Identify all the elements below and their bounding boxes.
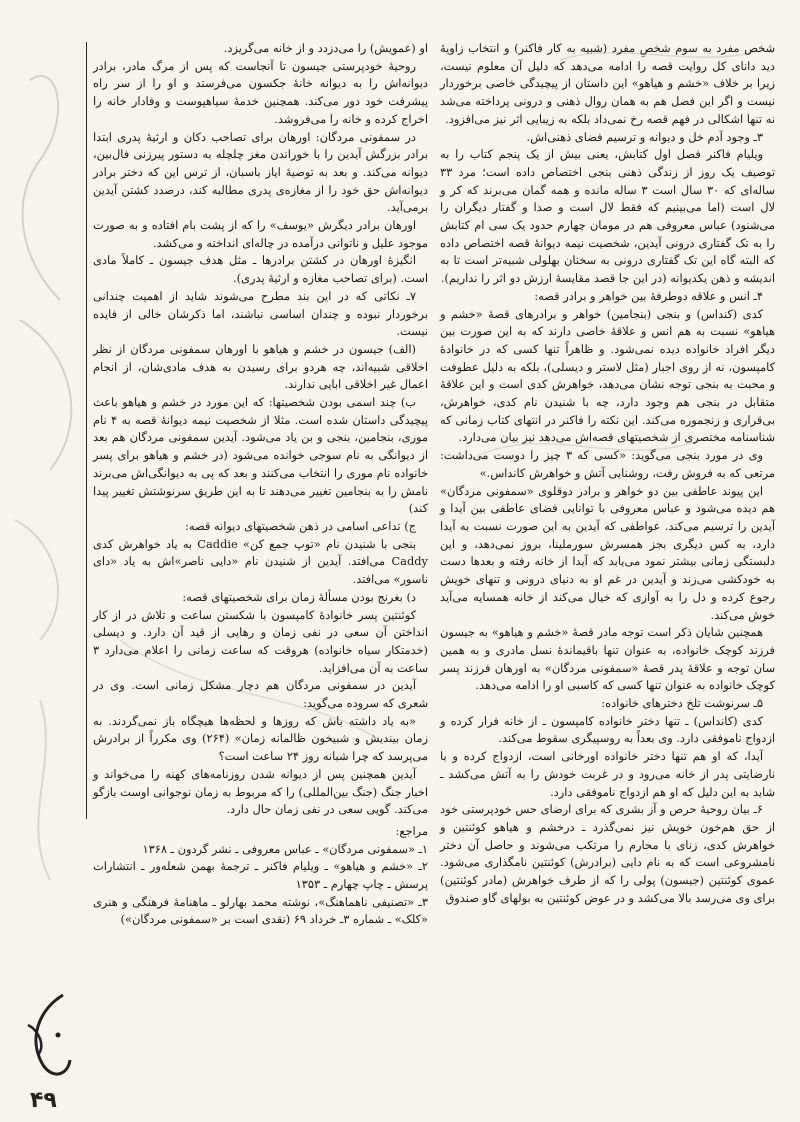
right-column-paragraph: این پیوند عاطفی بین دو خواهر و برادر دوقلوی «سمفونی مردگان» هم دیده می‌شود و عباس معروفی با توانایی فضای عاطفی بین آیدا و آیدین را ترسیم می‌کند. عواطفی که آیدین به این صورت نسبت به آیدا دارد، به کس دیگری بجز همسرش سورملینا، بروز نمی‌دهد، و این دلبستگی زمانی بیشتر نمود می‌یابد که آیدا از خانه رفته و بعدها دست به خودکشی می‌زند و آیدین در غم او به دنیای درونی و تنهای خویش رجوع کرده و دل را به آوازی که خیال می‌کند از خانه همسایه می‌آید خوش می‌کند. bbox=[440, 483, 775, 622]
right-text-column bbox=[440, 40, 775, 907]
left-column-paragraph: آیدین همچنین پس از دیوانه شدن روزنامه‌های کهنه را می‌خواند و اخبار جنگ (جنگ بین‌المللی) را که مربوط به زمان نوجوانی اوست بازگو می‌کند. گویی سعی در نفی زمان حال دارد. bbox=[93, 766, 428, 817]
reference-item: ۳ـ «تصنیفی ناهماهنگ»، نوشته محمد بهارلو ـ ماهنامهٔ فرهنگی و هنری «کلک» ـ شماره ۳ـ خرداد ۶۹ (نقدی است بر «سمفونی مردگان») bbox=[93, 894, 428, 927]
magazine-logo bbox=[8, 985, 88, 1085]
left-column-paragraph: آیدین در سمفونی مردگان هم دچار مشکل زمانی است. وی در شعری که سروده می‌گوید: bbox=[93, 678, 428, 711]
left-column-paragraph: کوئنتین پسر خانوادهٔ کامپسون با شکستن ساعت و تلاش در از کار انداختن آن سعی در نفی زمان و رهایی از قید آن دارد. و دیسلی (خدمتکار سیاه خانواده) هروقت که ساعت زمانی را اعلام می‌دارد ۳ ساعت به آن می‌افزاید. bbox=[93, 607, 428, 675]
column-divider bbox=[86, 42, 87, 819]
right-column-paragraph: همچنین شایان ذکر است توجه مادر قصهٔ «خشم و هیاهو» به جیسون فرزند کوچک خانواده، به عنوان تنها باقیماندهٔ نسل مادری و به همین سان توجه و علاقهٔ پدر قصهٔ «سمفونی مردگان» به اورهان فرزند پسر کوچک خانواده به عنوان تنها کسی که کاسبی او را ادامه می‌دهد. bbox=[440, 625, 775, 693]
left-column-paragraph: «به یاد داشته باش که روزها و لحظه‌ها هیچگاه باز نمی‌گردند. به زمان بیندیش و شبیخون ظالمانه زمان» (۲۶۴) وی مکرراً از برادرش می‌پرسد که چرا شبانه روز ۲۴ ساعت است؟ bbox=[93, 713, 429, 764]
page-number: ۴۹ bbox=[30, 1088, 57, 1113]
right-column-paragraph: کدی (کانداس) ـ تنها دختر خانواده کامپسون ـ از خانه فرار کرده و ازدواج ناموفقی دارد. وی بعداً به روسپیگری سقوط می‌کند. bbox=[440, 713, 775, 746]
left-column-paragraph: ب) چند اسمی بودن شخصیتها: که این مورد در خشم و هیاهو باعث پیچیدگی داستان شده است. مثلا از شخصیت نیمه دیوانهٔ قصه به ۴ نام موری، بنجامین، بنجی و بن یاد می‌شود. آیدین سمفونی مردگان هم بعد از دیوانگی به نام سوجی خوانده می‌شود (در خشم و هیاهو برای پسر خانواده نام موری را انتخاب می‌کنند و بعد که پی به دیوانگی‌اش می‌برند نامش را به بنجامین تغییر می‌دهند تا به این طریق سرنوشتش تغییر پیدا کند) bbox=[93, 395, 428, 516]
reference-item: ۱ـ «سمفونی مردگان» ـ عباس معروفی ـ نشر گردون ـ ۱۳۶۸ bbox=[142, 841, 428, 856]
right-column-paragraph: کدی (کنداس) و بنجی (بنجامین) خواهر و برادرهای قصهٔ «خشم و هیاهو» نسبت به هم انس و علاقهٔ خاصی دارند که به این صورت بین دیگر افراد خانواده دیده نمی‌شود. و ظاهراً تنها کسی که در خانوادهٔ کامپسون، نه از روی اجبار (مثل لاستر و دیسلی)، بلکه به دلیل عطوفت و محبت به بنجی توجه نشان می‌دهد، خواهرش کدی است و این علاقهٔ متقابل در بنجی هم وجود دارد، چه با شنیدن نام کدی، خواهرش، بی‌قراری و زنجموره می‌کند. این نکته را فاکنر در انتهای کتاب زمانی که شناسنامه مختصری از شخصیتهای قصه‌اش می‌دهد نیز بیان می‌دارد. bbox=[440, 306, 775, 445]
right-column-paragraph: ۵ـ سرنوشت تلخ دخترهای خانواده: bbox=[601, 696, 763, 711]
right-column-paragraph: ۶ـ بیان روحیهٔ حرص و آز بشری که برای ارضای حس خودپرستی خود از حق هم‌خون خویش نیز نمی‌گذرد ـ درخشم و هیاهو کوئنتین و خواهرش کدی، زنای با محارم را مرتکب می‌شوند و حاصل آن دختر نامشروعی است که به نام دایی (برادرش) کوئنتین نامگذاری می‌شود. عموی کوئنتین (جیسون) پولی را که از طرف خواهرش (مادر کوئنتین) برای وی می‌رسد بالا می‌کشد و در عوض کوئنتین به بولهای گاو صندوق bbox=[440, 802, 775, 905]
right-column-paragraph: ویلیام فاکنر فصل اول کتابش، یعنی بیش از یک پنجم کتاب را به توصیف یک روز از زندگی ذهنی بنجی اختصاص داده است؛ مرد ۳۳ ساله‌ای که ۳۰ سال است ۳ ساله مانده و همه گمان می‌برند که کر و لال است (اما می‌بینیم که فقط لال است و صدا و گفتار دیگران را می‌شنود) عباس معروفی هم در مومان چهارم حدود یک سی ام کتابش را به تک گفتاری درونی آیدین، شخصیت نیمه دیوانهٔ قصه اختصاص داده که البته گاه این تک گفتاری درونی به سخنان بهلولی شبیه‌تر است تا به اندیشه و ذهن یکدیوانه (در این جا قصد مقایسهٔ ارزش دو اثر را نداریم). bbox=[440, 147, 776, 286]
left-column-paragraph: اورهان برادر دیگرش «یوسف» را که از پشت بام افتاده و به صورت موجود علیل و ناتوانی درآمده در چاله‌ای انداخته و می‌کشد. bbox=[93, 218, 428, 250]
left-text-column bbox=[93, 40, 428, 929]
right-column-paragraph: ۴ـ انس و علاقه دوطرفهٔ بین خواهر و برادر قصه: bbox=[534, 288, 763, 303]
left-column-paragraph: ۷ـ نکاتی که در این بند مطرح می‌شوند شاید از اهمیت چندانی برخوردار نبوده و چندان اساسی نباشند، اما ذکرشان خالی از فایده نیست. bbox=[93, 288, 428, 339]
right-column-paragraph: شخص مفرد به سوم شخصِ مفرد (شبیه به کار فاکنر) و انتخاب زاویهٔ دید دانای کل روایت قصه را ادامه می‌دهد که دلیل آن معلوم نیست، زیرا بر خلاف «خشم و هیاهو» این داستان از پیچیدگی خاصی برخوردار نیست و اگر این فصل هم به همان روال ذهنی و درونی پرداخته می‌شد نه تنها اشکالی در فهم قصه رخ نمی‌داد بلکه به زیبایی اثر نیز می‌افزود. bbox=[440, 41, 775, 126]
left-column-paragraph: در سمفونی مردگان: اورهان برای تصاحب دکان و ارثیهٔ پدری ابتدا برادر بزرگش آیدین را با خوراندن مغز چلچله به دستور پیرزنی فال‌بین، دیوانه می‌کند. و بعد به توصیهٔ ایاز باسبان، از ترس این که دختر برادر دیوانه‌اش حق خود را از مغازه‌ی پدری مطالبه کند، درصدد کشتن آیدین برمی‌آید. bbox=[93, 129, 428, 215]
left-column-paragraph: بنجی با شنیدن نام «توپ جمع کن» Caddie به یاد خواهرش کدی Caddy می‌افتد. آیدین از شنیدن نام «دایی ناصر»اش به یاد «دای ناسور» می‌افتد. bbox=[93, 536, 428, 587]
left-column-paragraph: انگیزهٔ اورهان در کشتن برادرها ـ مثل هدف جیسون ـ کاملاً مادی است. (برای تصاحب مغازه و ارثیهٔ پدری). bbox=[93, 253, 428, 286]
left-column-paragraph: روحیهٔ خودپرستی جیسون تا آنجاست که پس از مرگ مادر، برادر دیوانه‌اش را به دیوانه خانهٔ جکسون می‌فرستد و او را از سر راه پیشرفت خود دور می‌کند. همچنین خدمهٔ سیاهپوست و وفادار خانه را اخراج کرده و خانه را می‌فروشد. bbox=[93, 58, 428, 126]
reference-item: ۲ـ «خشم و هیاهو» ـ ویلیام فاکنر ـ ترجمهٔ بهمن شعله‌ور ـ انتشارات پرسش ـ چاپ چهارم ـ ۱۳۵۳ bbox=[93, 859, 428, 892]
references-title: مراجع: bbox=[395, 823, 428, 838]
right-column-paragraph: ۳ـ وجود آدم خل و دیوانه و ترسیم فضای ذهنی‌اش. bbox=[526, 129, 763, 144]
right-column-paragraph: وی در مورد بنجی می‌گوید: «کسی که ۳ چیز را دوست می‌داشت: مرتعی که به فروش رفت، روشنایی آتش و خواهرش کانداس.» bbox=[440, 448, 775, 480]
left-column-paragraph: د) بغرنج بودن مسألهٔ زمان برای شخصیتهای قصه: bbox=[182, 589, 416, 604]
left-column-paragraph: ج) تداعی اسامی در ذهن شخصیتهای دیوانه قصه: bbox=[185, 518, 416, 533]
left-column-paragraph: او (عمویش) را می‌دزدد و از خانه می‌گریزد. bbox=[223, 41, 428, 55]
left-paragraphs bbox=[93, 40, 428, 819]
references-list bbox=[93, 841, 428, 930]
left-column-paragraph: (الف) جیسون در خشم و هیاهو با اورهان سمفونی مردگان از نظر اخلاقی شبیه‌اند، چه هردو برای رسیدن به هدف مادی‌شان، از انجام اعمال غیر اخلاقی ابایی ندارند. bbox=[93, 341, 428, 392]
right-column-paragraph: آیدا، که او هم تنها دختر خانواده اورخانی است، ازدواج کرده و با نارضایتی پدر از خانه می‌رود و در غربت خودش را به آتش می‌کشد ـ شاید به این دلیل که او هم ازدواج ناموفقی دارد. bbox=[440, 749, 775, 799]
